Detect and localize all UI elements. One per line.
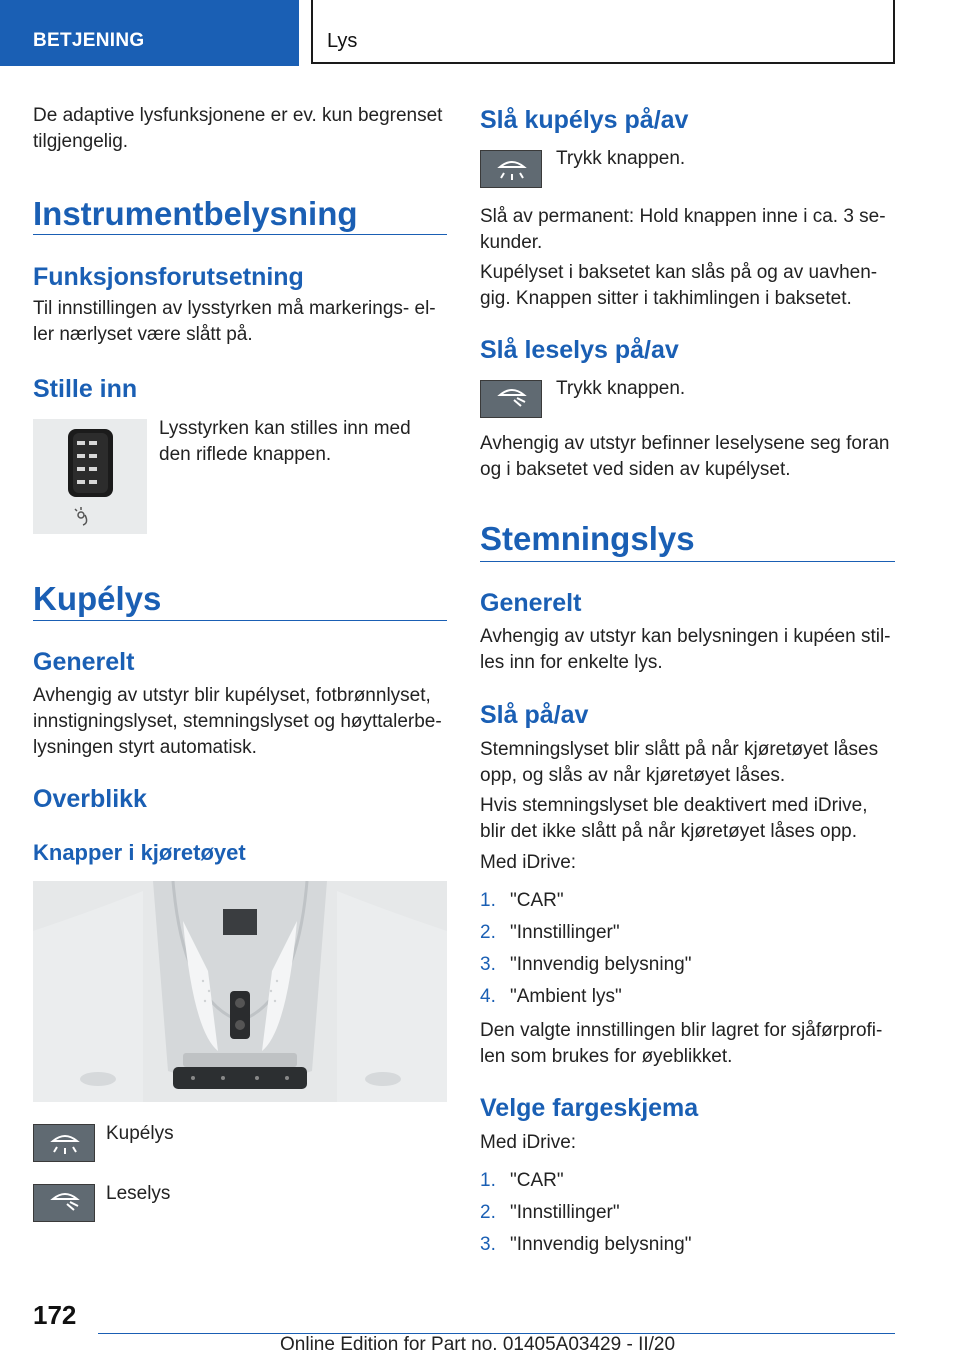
baksetet-text: Kupélyset i baksetet kan slås på og av uavhen-gig. Knappen sitter i takhimlingen i baksetet. — [480, 262, 878, 309]
heading-knapper: Knapper i kjøretøyet — [33, 840, 246, 865]
heading-velge-fargeskjema: Velge fargeskjema — [480, 1094, 699, 1122]
intro-text: De adaptive lysfunksjonene er ev. kun begrenset tilgjengelig. — [33, 105, 443, 152]
heading-funksjonsforutsetning: Funksjonsforutsetning — [33, 263, 304, 291]
header-section-tab — [0, 0, 299, 66]
overhead-console-image — [33, 881, 447, 1102]
list2-number: 1. — [480, 1170, 496, 1191]
med-idrive-2: Med iDrive: — [480, 1132, 577, 1153]
list1-number: 1. — [480, 890, 496, 911]
heading-overblikk: Overblikk — [33, 785, 147, 813]
reading-light-icon — [480, 380, 542, 418]
heading-generelt: Generelt — [33, 648, 135, 676]
rule — [33, 620, 447, 621]
list1-item: "Innstillinger" — [510, 922, 620, 943]
deaktivert-text: Hvis stemningslyset ble deaktivert med iDrive, blir det ikke slått på når kjøretøyet låses opp. — [480, 795, 868, 842]
heading-instrumentbelysning: Instrumentbelysning — [33, 195, 358, 232]
heading-kupelys: Kupélys — [33, 580, 162, 617]
heading-generelt-2: Generelt — [480, 589, 582, 617]
reading-light-icon — [33, 1184, 95, 1222]
footer-edition: Online Edition for Part no. 01405A03429 - II/20 — [280, 1334, 676, 1355]
header-section-label: BETJENING — [33, 30, 145, 51]
list1-number: 4. — [480, 986, 496, 1007]
leselys-text: Avhengig av utstyr befinner leselysene seg foran og i baksetet ved siden av kupélyset. — [480, 433, 890, 480]
interior-light-icon — [480, 150, 542, 188]
list2-item: "Innvendig belysning" — [510, 1234, 692, 1255]
list2-item: "Innstillinger" — [510, 1202, 620, 1223]
rule — [480, 561, 895, 562]
list1-number: 2. — [480, 922, 496, 943]
page-number: 172 — [33, 1300, 77, 1330]
heading-sla-paav: Slå på/av — [480, 701, 589, 729]
list2-number: 2. — [480, 1202, 496, 1223]
heading-stemningslys: Stemningslys — [480, 520, 695, 557]
heading-sla-kupelys: Slå kupélys på/av — [480, 106, 689, 134]
heading-stille-inn: Stille inn — [33, 375, 138, 403]
dimmer-wheel-image — [33, 419, 147, 534]
list1-number: 3. — [480, 954, 496, 975]
list2-number: 3. — [480, 1234, 496, 1255]
header-chapter-box — [311, 0, 895, 64]
interior-light-icon — [33, 1124, 95, 1162]
list2-item: "CAR" — [510, 1170, 564, 1191]
label-leselys: Leselys — [106, 1183, 171, 1204]
trykk-text-2: Trykk knappen. — [556, 378, 686, 399]
list1-item: "Innvendig belysning" — [510, 954, 692, 975]
generelt2-text: Avhengig av utstyr kan belysningen i kupéen stil-les inn for enkelte lys. — [480, 626, 891, 673]
list1-item: "Ambient lys" — [510, 986, 622, 1007]
stille-text: Lysstyrken kan stilles inn med den riflede knappen. — [159, 418, 411, 465]
heading-sla-leselys: Slå leselys på/av — [480, 336, 679, 364]
list1-item: "CAR" — [510, 890, 564, 911]
paav-text: Stemningslyset blir slått på når kjøretøyet låses opp, og slås av når kjøretøyet låses. — [480, 739, 879, 786]
generelt-text: Avhengig av utstyr blir kupélyset, fotbrønnlyset, innstigningslyset, stemningslyset og høyttalerbe-lysningen styrt automatisk. — [33, 685, 442, 758]
permanent-text: Slå av permanent: Hold knappen inne i ca. 3 se-kunder. — [480, 206, 886, 253]
rule — [33, 234, 447, 235]
label-kupelys: Kupélys — [106, 1123, 174, 1144]
funksjon-text: Til innstillingen av lysstyrken må markerings- el-ler nærlyset være slått på. — [33, 298, 436, 345]
header-chapter-label: Lys — [327, 30, 358, 52]
lagret-text: Den valgte innstillingen blir lagret for sjåførprofi-len som brukes for øyeblikket. — [480, 1020, 883, 1067]
trykk-text-1: Trykk knappen. — [556, 148, 686, 169]
med-idrive-1: Med iDrive: — [480, 852, 577, 873]
